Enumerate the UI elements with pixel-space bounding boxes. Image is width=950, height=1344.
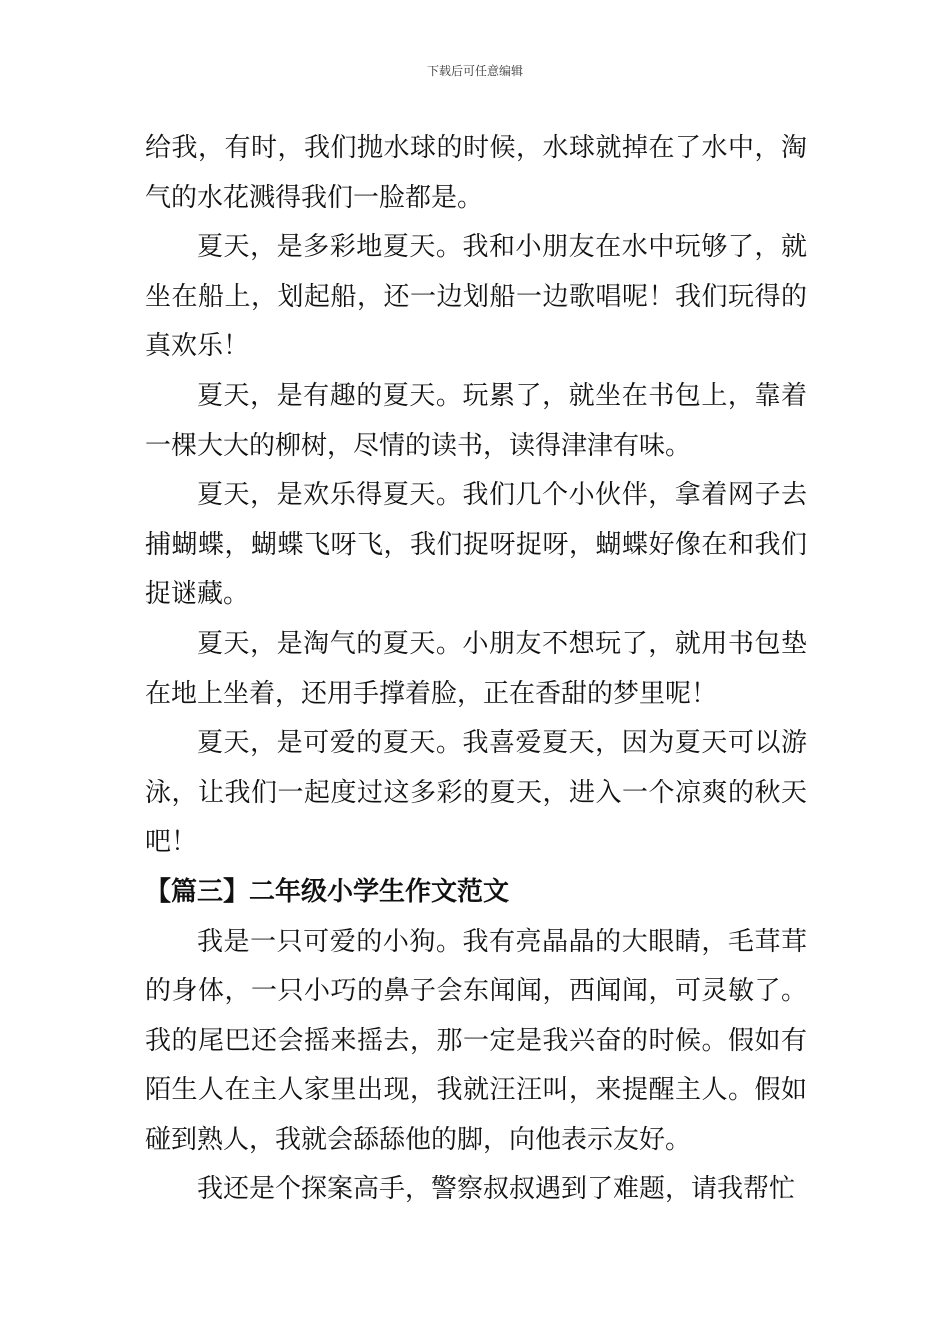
- paragraph-4: 夏天，是欢乐得夏天。我们几个小伙伴，拿着网子去捕蝴蝶，蝴蝶飞呀飞，我们捉呀捉呀，蝴蝶好像在和我们捉谜藏。: [145, 480, 807, 610]
- paragraph-3: 夏天，是有趣的夏天。玩累了，就坐在书包上，靠着一棵大大的柳树，尽情的读书，读得津津有味。: [145, 380, 807, 461]
- document-body: [145, 124, 807, 1215]
- paragraph-1: 给我，有时，我们抛水球的时候，水球就掉在了水中，淘气的水花溅得我们一脸都是。: [145, 133, 807, 213]
- section-paragraph-2: 我还是个探案高手，警察叔叔遇到了难题，请我帮忙: [197, 1174, 796, 1205]
- paragraph-2: 夏天，是多彩地夏天。我和小朋友在水中玩够了，就坐在船上，划起船，还一边划船一边歌唱呢！我们玩得的真欢乐！: [145, 232, 807, 362]
- page-header: 下载后可任意编辑: [426, 64, 523, 78]
- paragraph-5: 夏天，是淘气的夏天。小朋友不想玩了，就用书包垫在地上坐着，还用手撑着脸，正在香甜的梦里呢！: [145, 628, 807, 709]
- section-paragraph-1: 我是一只可爱的小狗。我有亮晶晶的大眼睛，毛茸茸的身体，一只小巧的鼻子会东闻闻，西闻闻，可灵敏了。我的尾巴还会摇来摇去，那一定是我兴奋的时候。假如有陌生人在主人家里出现，我就汪汪叫，来提醒主人。假如碰到熟人，我就会舔舔他的脚，向他表示友好。: [145, 926, 807, 1155]
- section-heading: 【篇三】二年级小学生作文范文: [145, 876, 510, 907]
- paragraph-6: 夏天，是可爱的夏天。我喜爱夏天，因为夏天可以游泳，让我们一起度过这多彩的夏天，进入一个凉爽的秋天吧！: [145, 728, 807, 858]
